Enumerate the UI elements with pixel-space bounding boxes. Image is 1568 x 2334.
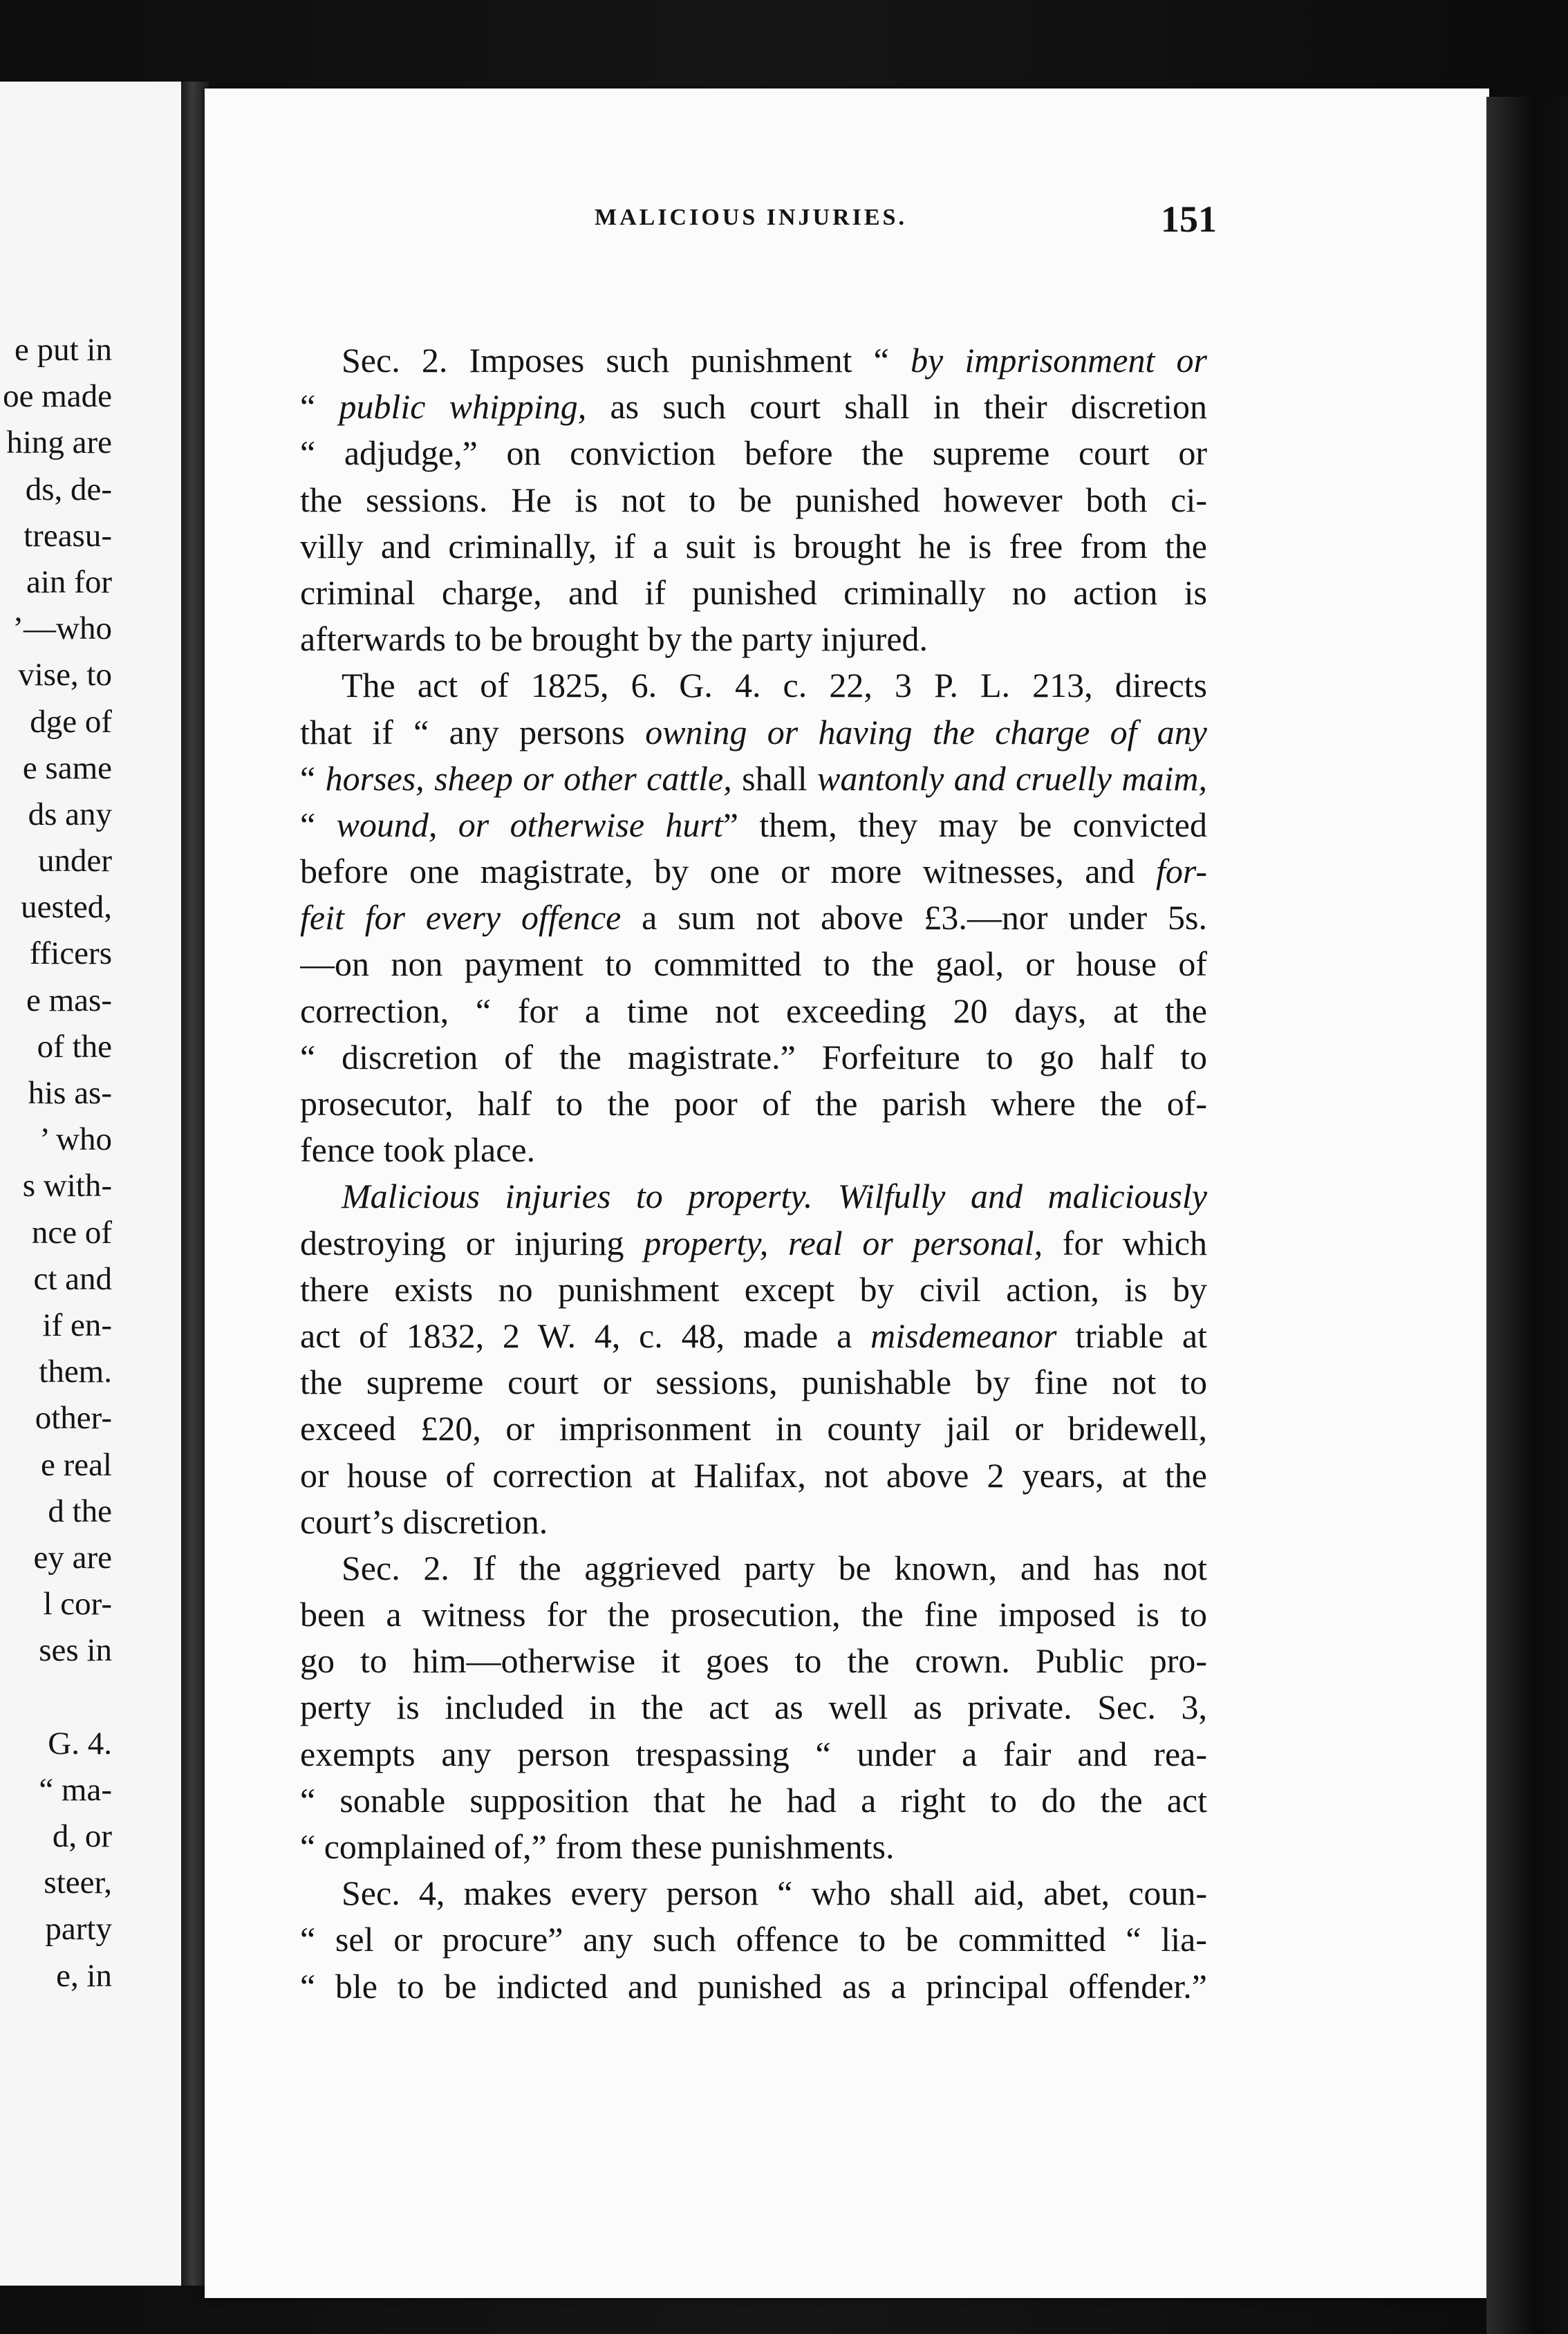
text-line: [300, 477, 1207, 523]
facing-page-line: ses in: [39, 1632, 112, 1669]
text-line: [300, 1313, 1207, 1359]
italic-text: wound, or otherwise hurt: [336, 805, 723, 844]
text-line: [300, 895, 1207, 941]
text-segment: a sum not above £3.—nor under 5s.: [621, 898, 1207, 937]
facing-page-line: s with-: [22, 1168, 112, 1204]
italic-text: for-: [1156, 852, 1207, 891]
text-segment: the supreme court or sessions, punishable by fine not to: [300, 1363, 1207, 1402]
facing-page-line: ’—who: [12, 610, 112, 647]
text-line: [300, 1963, 1207, 2010]
facing-page-line: if en-: [42, 1307, 112, 1343]
facing-page-line: ’ who: [39, 1121, 112, 1158]
text-line: [300, 384, 1207, 430]
facing-page-text: [0, 327, 112, 1999]
text-segment: correction, “ for a time not exceeding 20 days, at the: [300, 991, 1207, 1030]
italic-text: property, real or personal,: [644, 1223, 1043, 1262]
text-line: [300, 1545, 1207, 1591]
facing-page-line: d the: [48, 1493, 112, 1529]
text-line: [300, 1220, 1207, 1267]
text-segment: prosecutor, half to the poor of the parish where the of-: [300, 1084, 1207, 1123]
facing-page-line: his as-: [28, 1075, 112, 1111]
text-line: [300, 1034, 1207, 1081]
text-segment: shall: [731, 758, 817, 798]
text-line: [300, 662, 1207, 709]
chapter-title: MALICIOUS INJURIES.: [595, 205, 907, 230]
text-line: [300, 1870, 1207, 1916]
text-segment: Sec. 4, makes every person “ who shall aid, abet, coun-: [342, 1874, 1207, 1913]
text-segment: there exists no punishment except by civil action, is by: [300, 1269, 1207, 1309]
text-segment: ” them, they may be convicted: [722, 805, 1207, 844]
facing-page-line: ds, de-: [25, 471, 112, 507]
italic-text: owning or having the charge of any: [645, 712, 1207, 751]
text-segment: “ sonable supposition that he had a right to do the act: [300, 1780, 1207, 1820]
facing-page: [0, 82, 205, 2286]
facing-page-line: G. 4.: [48, 1725, 112, 1762]
text-segment: afterwards to be brought by the party injured.: [300, 619, 928, 659]
page-number: 151: [1161, 198, 1217, 240]
italic-text: misdemeanor: [870, 1316, 1057, 1355]
facing-page-line: oe made: [3, 378, 112, 415]
facing-page-line: dge of: [30, 703, 112, 740]
italic-text: horses, sheep or other cattle,: [325, 758, 732, 798]
text-segment: before one magistrate, by one or more witnesses, and: [300, 852, 1156, 891]
text-segment: the sessions. He is not to be punished however both ci-: [300, 480, 1207, 519]
text-segment: for which: [1043, 1223, 1207, 1262]
text-line: [300, 1267, 1207, 1313]
text-line: [300, 941, 1207, 987]
text-segment: exceed £20, or imprisonment in county jail or bridewell,: [300, 1409, 1207, 1448]
facing-page-line: hing are: [6, 424, 112, 461]
text-segment: court’s discretion.: [300, 1502, 548, 1541]
text-line: [300, 1081, 1207, 1127]
text-segment: exempts any person trespassing “ under a fair and rea-: [300, 1734, 1207, 1773]
facing-page-line: e real: [40, 1446, 112, 1483]
text-line: [300, 1638, 1207, 1684]
text-line: [300, 1453, 1207, 1499]
text-line: [300, 1591, 1207, 1638]
italic-text: public whipping,: [339, 387, 587, 427]
italic-text: wantonly and cruelly maim,: [817, 758, 1207, 798]
text-segment: triable at: [1056, 1316, 1207, 1355]
text-segment: perty is included in the act as well as private. Sec. 3,: [300, 1688, 1207, 1727]
facing-page-line: [0, 1674, 112, 1720]
facing-page-line: under: [37, 843, 112, 879]
facing-page-line: ey are: [33, 1539, 112, 1576]
facing-page-line: ct and: [33, 1260, 112, 1297]
italic-text: feit for every offence: [300, 898, 622, 937]
page-body-text: [300, 337, 1207, 2010]
facing-page-line: e put in: [15, 332, 112, 368]
text-segment: Sec. 2. Imposes such punishment “: [342, 341, 911, 380]
facing-page-line: them.: [39, 1354, 112, 1390]
text-segment: “ complained of,” from these punishments.: [300, 1827, 895, 1866]
text-line: [300, 802, 1207, 848]
text-segment: “ discretion of the magistrate.” Forfeiture to go half to: [300, 1037, 1207, 1076]
text-segment: go to him—otherwise it goes to the crown. Public pro-: [300, 1641, 1207, 1681]
text-line: [300, 1173, 1207, 1220]
text-segment: that if “ any persons: [300, 712, 646, 751]
text-segment: The act of 1825, 6. G. 4. c. 22, 3 P. L. 213, directs: [342, 666, 1207, 705]
italic-text: Malicious injuries to property.: [342, 1177, 813, 1216]
text-segment: “: [300, 387, 339, 427]
facing-page-line: uested,: [21, 889, 112, 926]
text-line: [300, 1127, 1207, 1173]
text-line: [300, 1359, 1207, 1406]
facing-page-line: vise, to: [18, 657, 112, 693]
text-segment: fence took place.: [300, 1130, 536, 1170]
facing-page-line: treasu-: [24, 517, 112, 554]
text-segment: “ sel or procure” any such offence to be committed “ lia-: [300, 1920, 1207, 1959]
text-segment: “: [300, 805, 337, 844]
text-segment: “: [300, 758, 326, 798]
text-line: [300, 570, 1207, 616]
facing-page-line: ds any: [28, 796, 112, 832]
text-segment: “ adjudge,” on conviction before the supreme court or: [300, 433, 1207, 473]
text-line: [300, 1916, 1207, 1963]
text-segment: as such court shall in their discretion: [586, 387, 1207, 427]
facing-page-line: ain for: [26, 563, 112, 600]
text-segment: —on non payment to committed to the gaol, or house of: [300, 944, 1207, 984]
facing-page-line: e mas-: [26, 982, 112, 1018]
facing-page-line: of the: [37, 1028, 112, 1065]
text-line: [300, 1777, 1207, 1824]
text-line: [300, 1824, 1207, 1870]
text-segment: destroying or injuring: [300, 1223, 644, 1262]
text-segment: “ ble to be indicted and punished as a principal offender.”: [300, 1966, 1207, 2006]
running-head: [394, 198, 1231, 239]
facing-page-line: d, or: [52, 1818, 112, 1854]
text-line: [300, 1731, 1207, 1777]
text-line: [300, 616, 1207, 662]
text-segment: act of 1832, 2 W. 4, c. 48, made a: [300, 1316, 871, 1355]
facing-page-line: “ ma-: [39, 1771, 112, 1808]
text-line: [300, 756, 1207, 802]
text-line: [300, 337, 1207, 384]
text-line: [300, 1406, 1207, 1452]
text-line: [300, 1684, 1207, 1730]
facing-page-line: l cor-: [43, 1586, 112, 1623]
facing-page-line: party: [45, 1911, 112, 1948]
text-line: [300, 709, 1207, 756]
facing-page-line: other-: [35, 1400, 112, 1437]
text-segment: [812, 1177, 838, 1215]
page-edge-shadow: [1486, 97, 1568, 2334]
text-segment: been a witness for the prosecution, the fine imposed is to: [300, 1595, 1207, 1634]
text-segment: villy and criminally, if a suit is brought he is free from the: [300, 526, 1207, 566]
text-line: [300, 523, 1207, 570]
text-segment: Sec. 2. If the aggrieved party be known, and has not: [342, 1548, 1207, 1587]
facing-page-line: e, in: [56, 1957, 112, 1994]
text-line: [300, 988, 1207, 1034]
facing-page-line: e same: [22, 749, 112, 786]
italic-text: Wilfully and maliciously: [837, 1177, 1207, 1216]
text-line: [300, 430, 1207, 476]
text-line: [300, 848, 1207, 895]
facing-page-line: steer,: [44, 1865, 112, 1901]
text-segment: or house of correction at Halifax, not above 2 years, at the: [300, 1455, 1207, 1495]
text-segment: criminal charge, and if punished criminally no action is: [300, 572, 1207, 612]
text-line: [300, 1499, 1207, 1545]
facing-page-line: fficers: [29, 935, 112, 972]
facing-page-line: nce of: [31, 1214, 112, 1251]
italic-text: by imprisonment or: [911, 341, 1207, 380]
